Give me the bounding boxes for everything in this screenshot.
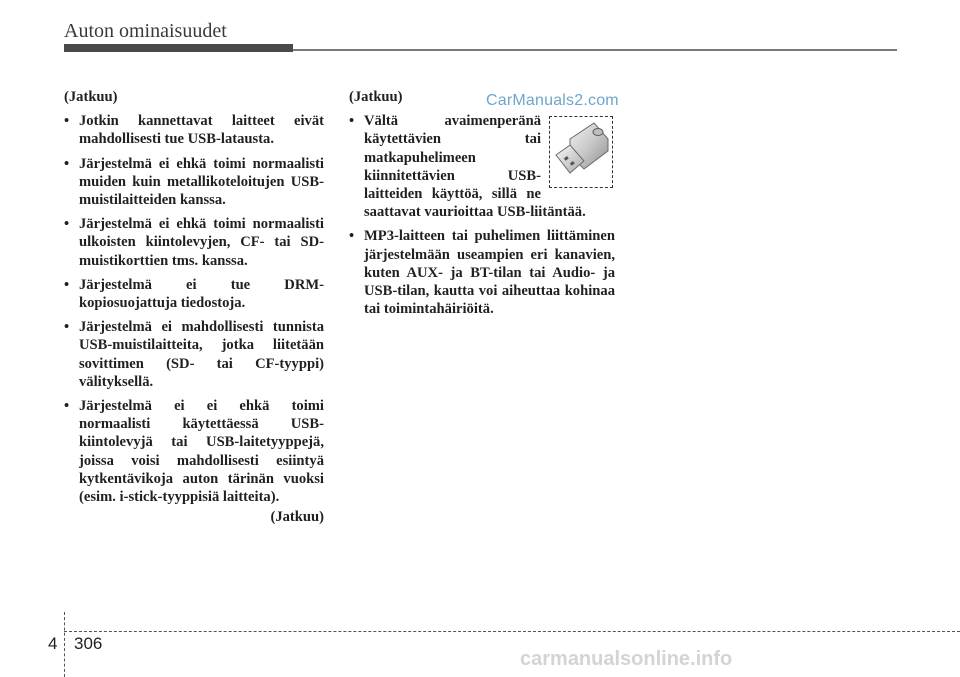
- list-item: • Järjestelmä ei ehkä toimi normaalisti ulkoisten kiintolevyjen, CF- tai SD-muistikorttien tms. kanssa.: [64, 215, 324, 270]
- list-item: [349, 112, 615, 221]
- list-item: • MP3-laitteen tai puhelimen liittäminen järjestelmään useampien eri kanavien, kuten AUX- ja BT-tilan tai Audio- ja USB-tilan, kautta voi aiheuttaa kohinaa tai toimintahäiriöitä.: [349, 227, 615, 318]
- list-item: • Järjestelmä ei ei ehkä toimi normaalisti käytettäessä USB-kiintolevyjä tai USB-laitetyyppejä, joissa voisi mahdollisesti esiintyä kytkentävikoja auton tärinän vuoksi (esim. i-stick-tyyppisiä laitteita).: [64, 397, 324, 506]
- list-item: • Järjestelmä ei tue DRM-kopiosuojattuja tiedostoja.: [64, 276, 324, 312]
- page-header-title: Auton ominaisuudet: [64, 20, 227, 42]
- usb-stick-icon: [550, 117, 612, 187]
- footer-vertical-rule: [64, 612, 65, 677]
- list-item: • Järjestelmä ei mahdollisesti tunnista USB-muistilaitteita, jotka liitetään sovittimen (SD- tai CF-tyyppi) välityksellä.: [64, 318, 324, 391]
- footer-page-number: 306: [74, 634, 103, 653]
- usb-stick-figure: [549, 116, 613, 188]
- list-item: • Järjestelmä ei ehkä toimi normaalisti muiden kuin metallikoteloitujen USB-muistilaitteiden kanssa.: [64, 155, 324, 210]
- footer-horizontal-rule: [64, 631, 960, 632]
- left-column: [64, 88, 324, 526]
- watermark-carmanuals2: CarManuals2.com: [486, 92, 619, 109]
- left-bullet-list: [64, 112, 324, 506]
- continued-label-top: (Jatkuu): [349, 89, 403, 105]
- header-bar-thick: [64, 44, 293, 52]
- watermark-carmanualsonline: carmanualsonline.info: [520, 648, 733, 670]
- continued-label-top: (Jatkuu): [64, 89, 118, 105]
- header-bar-thin: [293, 49, 897, 51]
- continued-label-bottom: (Jatkuu): [270, 509, 324, 526]
- list-item: • Jotkin kannettavat laitteet eivät mahdollisesti tue USB-latausta.: [64, 112, 324, 148]
- right-column: [349, 88, 615, 324]
- right-bullet-list: [349, 112, 615, 318]
- footer-chapter-number: 4: [48, 634, 58, 653]
- list-item-text: Vältä avaimenperänä käytettävien tai matkapuhelimeen kiinnitettävien USB-laitteiden käyttöä, sillä ne saattavat vaurioittaa USB-liitäntää.: [364, 113, 586, 221]
